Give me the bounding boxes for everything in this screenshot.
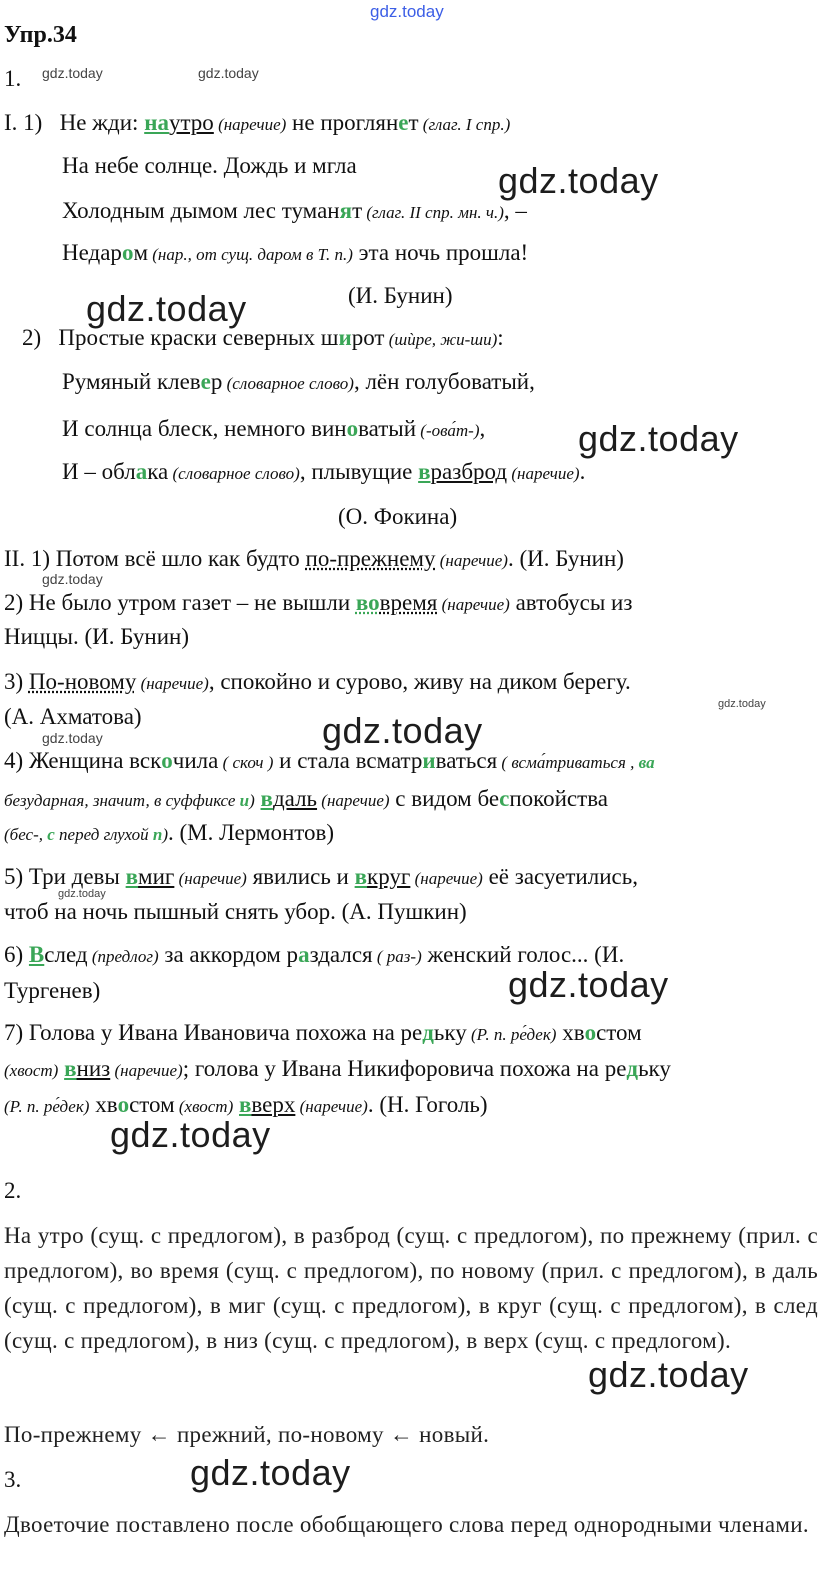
section-number: 2. [4,1178,22,1203]
sentence: (хвост) вниз (наречие); голова у Ивана Никифоровича похожа на редьку [4,1056,671,1081]
paragraph: Двоеточие поставлено после обобщающего слова перед однородными членами. [4,1512,809,1537]
watermark-small: gdz.today [42,730,103,746]
sentence: (Р. п. ре́дек) хвостом (хвост) вверх (наречие). (Н. Гоголь) [4,1092,488,1117]
poem-author: (О. Фокина) [338,504,458,529]
sentence: 2) Не было утром газет – не вышли вовремя (наречие) автобусы из [4,590,633,615]
sentence: (бес-, с перед глухой п). (М. Лермонтов) [4,820,335,845]
sentence: II. 1) Потом всё шло как будто по-прежнему (наречие). (И. Бунин) [4,546,624,571]
watermark-small: gdz.today [42,571,103,587]
watermark-small: gdz.today [718,698,766,710]
watermark-small: gdz.today [42,65,103,81]
section-number: 3. [4,1467,22,1492]
watermark-large: gdz.today [588,1354,749,1395]
poem-line: И солнца блеск, немного виноватый (-ова́т-), [62,416,486,441]
sentence: Тургенев) [4,978,101,1003]
poem-line: Холодным дымом лес туманят (глаг. II спр. мн. ч.), – [62,198,527,223]
section-number: 1. [4,66,22,91]
watermark-large: gdz.today [498,160,659,201]
watermark-large: gdz.today [322,710,483,751]
exercise-title: Упр.34 [4,22,77,48]
watermark-large: gdz.today [508,964,669,1005]
poem-line: И – облака (словарное слово), плывущие вразброд (наречие). [62,459,586,484]
sentence: 3) По-новому (наречие), спокойно и сурово, живу на диком берегу. [4,669,631,694]
sentence: 6) Вслед (предлог) за аккордом раздался ( раз-) женский голос... (И. [4,942,625,967]
sentence: 4) Женщина вскочила ( скоч ) и стала всматриваться ( всма́триваться , ва [4,748,655,773]
watermark-large: gdz.today [110,1114,271,1155]
sentence: Ниццы. (И. Бунин) [4,624,189,649]
poem-line: I. 1) Не жди: наутро (наречие) не проглянет (глаг. I спр.) [4,110,511,135]
poem-line: На небе солнце. Дождь и мгла [62,153,357,178]
sentence: чтоб на ночь пышный снять убор. (А. Пушкин) [4,899,467,924]
poem-line: 2) Простые краски северных широт (шѝре, жи-ши): [22,325,504,350]
morphology-line: По-прежнему ← прежний, по-новому ← новый. [4,1422,490,1447]
poem-line: Недаром (нар., от сущ. даром в Т. п.) эта ночь прошла! [62,240,529,265]
watermark-top: gdz.today [370,2,444,21]
watermark-large: gdz.today [86,288,247,329]
poem-line: Румяный клевер (словарное слово), лён голубоватый, [62,369,535,394]
paragraph: На утро (сущ. с предлогом), в разброд (сущ. с предлогом), по прежнему (прил. с предлогом), во время (сущ. с предлогом), по новому (прил. с предлогом), в даль (сущ. с предлогом), в миг (сущ. с предлогом), в круг (сущ. с предлогом), в след (сущ. с предлогом), в низ (сущ. с предлогом), в верх (сущ. с предлогом). [4,1223,818,1353]
sentence: 7) Голова у Ивана Ивановича похожа на редьку (Р. п. ре́дек) хвостом [4,1020,642,1045]
watermark-large: gdz.today [578,418,739,459]
sentence: (А. Ахматова) [4,704,142,729]
sentence: безударная, значит, в суффиксе и) вдаль (наречие) с видом беспокойства [4,786,608,811]
watermark-small: gdz.today [58,888,106,900]
watermark-small: gdz.today [198,65,259,81]
watermark-large: gdz.today [190,1452,351,1493]
poem-author: (И. Бунин) [348,283,453,308]
sentence: 5) Три девы вмиг (наречие) явились и вкруг (наречие) её засуетились, [4,864,638,889]
